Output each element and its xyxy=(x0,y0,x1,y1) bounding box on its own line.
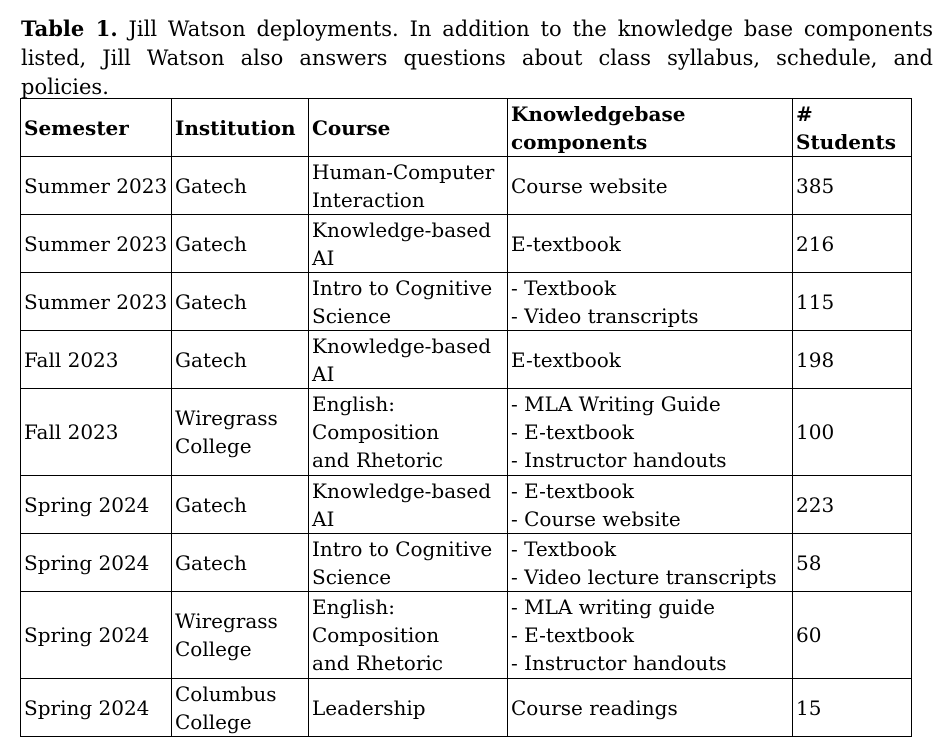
course-line: Intro to Cognitive xyxy=(312,275,493,300)
header-line: components xyxy=(511,129,648,154)
students-cell: 198 xyxy=(793,331,912,389)
course-line: Knowledge-based xyxy=(312,217,492,242)
components-cell xyxy=(508,534,793,592)
header-line: Course xyxy=(312,115,391,140)
institution-cell xyxy=(172,215,309,273)
components-line: - MLA writing guide xyxy=(511,595,715,619)
course-cell xyxy=(309,679,508,737)
components-line: - Video transcripts xyxy=(511,303,699,328)
semester-cell: Fall 2023 xyxy=(21,331,172,389)
course-cell xyxy=(309,273,508,331)
table-header-row xyxy=(21,99,912,157)
semester-cell: Fall 2023 xyxy=(21,389,172,476)
components-cell xyxy=(508,157,793,215)
students-cell: 58 xyxy=(793,534,912,592)
course-cell xyxy=(309,215,508,273)
course-line: Science xyxy=(312,564,392,589)
semester-cell: Summer 2023 xyxy=(21,273,172,331)
components-line: - Textbook xyxy=(511,536,617,561)
header-line: Institution xyxy=(175,115,296,140)
institution-cell xyxy=(172,592,309,679)
students-cell: 223 xyxy=(793,476,912,534)
institution-line: Gatech xyxy=(175,289,247,314)
institution-cell xyxy=(172,476,309,534)
table-row xyxy=(21,534,912,592)
semester-cell: Spring 2024 xyxy=(21,592,172,679)
institution-line: Gatech xyxy=(175,347,247,372)
course-cell xyxy=(309,157,508,215)
institution-line: Wiregrass xyxy=(175,609,278,633)
institution-line: Gatech xyxy=(175,550,247,575)
course-line: Human-Computer xyxy=(312,159,495,184)
institution-cell xyxy=(172,389,309,476)
components-cell xyxy=(508,331,793,389)
header-course xyxy=(309,99,508,157)
components-line: - Instructor handouts xyxy=(511,448,727,472)
components-line: Course readings xyxy=(511,695,678,720)
table-body xyxy=(21,157,912,737)
components-line: - MLA Writing Guide xyxy=(511,392,721,416)
institution-line: Wiregrass xyxy=(175,406,278,430)
course-line: Science xyxy=(312,303,392,328)
course-cell xyxy=(309,534,508,592)
components-cell xyxy=(508,592,793,679)
course-line: Composition xyxy=(312,420,440,444)
institution-line: Columbus xyxy=(175,681,277,706)
institution-line: Gatech xyxy=(175,231,247,256)
header-line: Knowledgebase xyxy=(511,101,686,126)
header-semester xyxy=(21,99,172,157)
course-line: AI xyxy=(312,361,335,386)
institution-cell xyxy=(172,157,309,215)
students-cell: 385 xyxy=(793,157,912,215)
components-cell xyxy=(508,476,793,534)
components-line: - Video lecture transcripts xyxy=(511,564,777,589)
course-line: Intro to Cognitive xyxy=(312,536,493,561)
table-row xyxy=(21,157,912,215)
components-line: - Textbook xyxy=(511,275,617,300)
table-row xyxy=(21,215,912,273)
table-row xyxy=(21,331,912,389)
students-cell: 216 xyxy=(793,215,912,273)
components-cell xyxy=(508,679,793,737)
semester-cell: Summer 2023 xyxy=(21,157,172,215)
components-cell xyxy=(508,215,793,273)
table-caption xyxy=(21,14,933,102)
institution-cell xyxy=(172,331,309,389)
students-cell: 100 xyxy=(793,389,912,476)
header-students xyxy=(793,99,912,157)
course-cell xyxy=(309,476,508,534)
header-knowledgebase-components xyxy=(508,99,793,157)
course-cell xyxy=(309,331,508,389)
students-cell: 15 xyxy=(793,679,912,737)
header-line: Semester xyxy=(24,115,129,140)
course-line: English: xyxy=(312,392,395,416)
semester-cell: Summer 2023 xyxy=(21,215,172,273)
header-line: # xyxy=(796,101,813,126)
components-line: - E-textbook xyxy=(511,623,635,647)
table-caption-text: Jill Watson deployments. In addition to the knowledge base components listed, Jill Watson also answers questions about class syllabus, schedule, and policies. xyxy=(21,17,933,99)
components-line: Course website xyxy=(511,173,668,198)
table-row xyxy=(21,389,912,476)
deployments-table xyxy=(20,98,912,737)
students-cell: 60 xyxy=(793,592,912,679)
institution-line: College xyxy=(175,709,252,734)
header-institution xyxy=(172,99,309,157)
institution-cell xyxy=(172,534,309,592)
table-row xyxy=(21,476,912,534)
course-line: Knowledge-based xyxy=(312,478,492,503)
table-caption-label: Table 1. xyxy=(21,16,118,41)
course-line: AI xyxy=(312,245,335,270)
components-cell xyxy=(508,389,793,476)
components-line: - E-textbook xyxy=(511,478,635,503)
components-line: - Course website xyxy=(511,506,681,531)
course-line: Composition xyxy=(312,623,440,647)
institution-cell xyxy=(172,679,309,737)
components-line: E-textbook xyxy=(511,231,621,256)
course-cell xyxy=(309,592,508,679)
students-cell: 115 xyxy=(793,273,912,331)
course-line: AI xyxy=(312,506,335,531)
course-line: and Rhetoric xyxy=(312,651,443,675)
semester-cell: Spring 2024 xyxy=(21,534,172,592)
table-row xyxy=(21,592,912,679)
header-line: Students xyxy=(796,129,896,154)
course-line: English: xyxy=(312,595,395,619)
components-line: - E-textbook xyxy=(511,420,635,444)
semester-cell: Spring 2024 xyxy=(21,679,172,737)
table-row xyxy=(21,273,912,331)
semester-cell: Spring 2024 xyxy=(21,476,172,534)
components-line: - Instructor handouts xyxy=(511,651,727,675)
course-line: Leadership xyxy=(312,695,426,720)
institution-cell xyxy=(172,273,309,331)
institution-line: Gatech xyxy=(175,492,247,517)
institution-line: College xyxy=(175,434,252,458)
components-line: E-textbook xyxy=(511,347,621,372)
course-line: Interaction xyxy=(312,187,425,212)
institution-line: College xyxy=(175,637,252,661)
table-row xyxy=(21,679,912,737)
institution-line: Gatech xyxy=(175,173,247,198)
course-line: and Rhetoric xyxy=(312,448,443,472)
course-cell xyxy=(309,389,508,476)
components-cell xyxy=(508,273,793,331)
course-line: Knowledge-based xyxy=(312,333,492,358)
